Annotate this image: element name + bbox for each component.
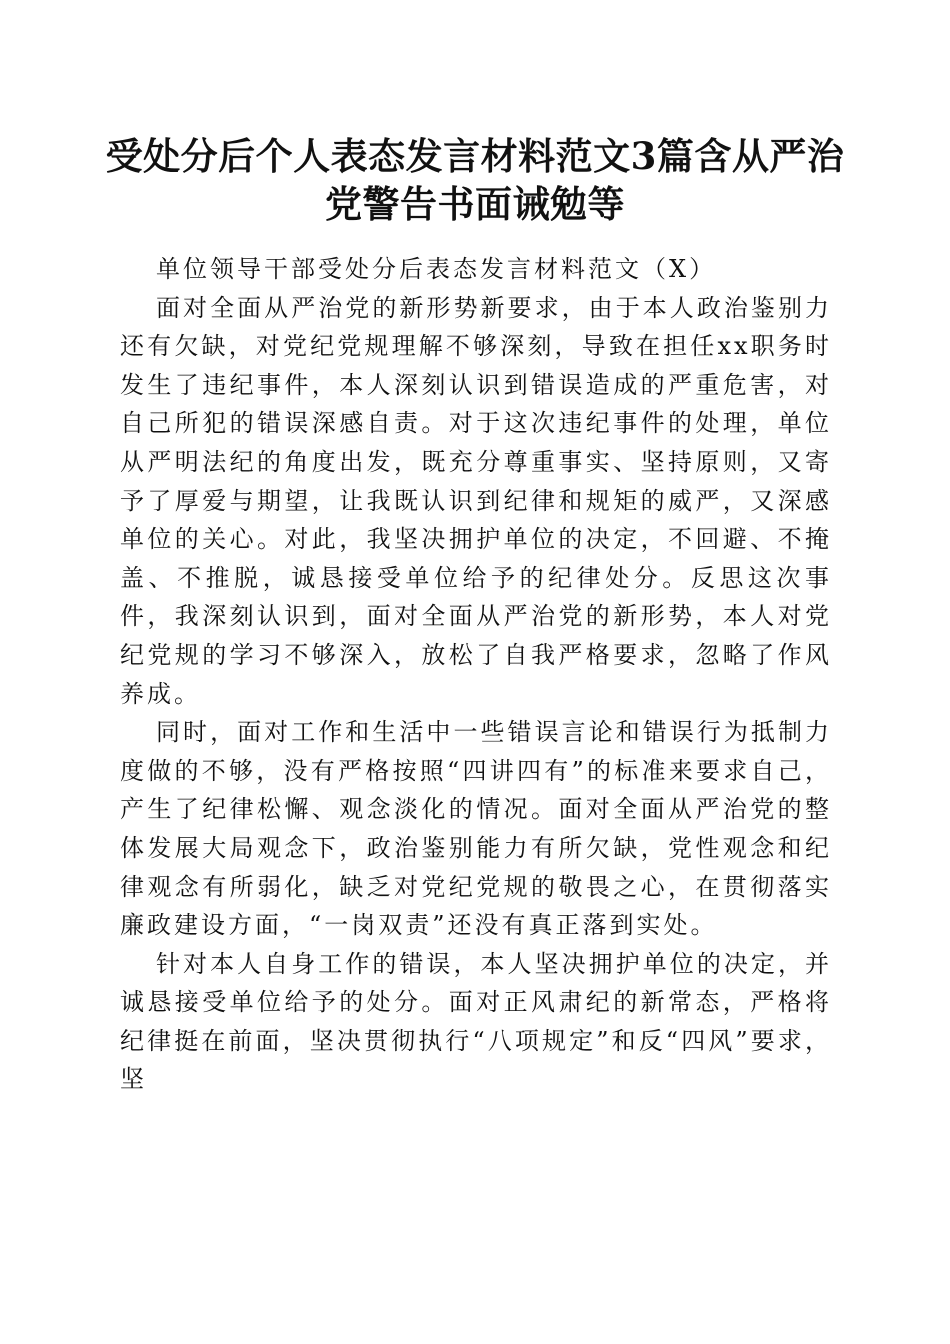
document-body xyxy=(120,250,832,1099)
paragraph-1: 面对全面从严治党的新形势新要求，由于本人政治鉴别力还有欠缺，对党纪党规理解不够深刻，导致在担任xx职务时发生了违纪事件，本人深刻认识到错误造成的严重危害，对自己所犯的错误深感自责。对于这次违纪事件的处理，单位从严明法纪的角度出发，既充分尊重事实、坚持原则，又寄予了厚爱与期望，让我既认识到纪律和规矩的威严，又深感单位的关心。对此，我坚决拥护单位的决定，不回避、不掩盖、不推脱，诚恳接受单位给予的纪律处分。反思这次事件，我深刻认识到，面对全面从严治党的新形势，本人对党纪党规的学习不够深入，放松了自我严格要求，忽略了作风养成。 xyxy=(120,293,832,708)
section-subtitle: 单位领导干部受处分后表态发言材料范文（X） xyxy=(156,255,717,283)
paragraph-2: 同时，面对工作和生活中一些错误言论和错误行为抵制力度做的不够，没有严格按照“四讲四有”的标准来要求自己，产生了纪律松懈、观念淡化的情况。面对全面从严治党的整体发展大局观念下，政治鉴别能力有所欠缺，党性观念和纪律观念有所弱化，缺乏对党纪党规的敬畏之心，在贯彻落实廉政建设方面，“一岗双责”还没有真正落到实处。 xyxy=(120,718,832,940)
title-line-2: 党警告书面诫勉等 xyxy=(325,182,625,226)
document-title xyxy=(100,132,850,228)
paragraph-3: 针对本人自身工作的错误，本人坚决拥护单位的决定，并诚恳接受单位给予的处分。面对正风肃纪的新常态，严格将纪律挺在前面，坚决贯彻执行“八项规定”和反“四风”要求，坚 xyxy=(120,949,832,1094)
title-line-1: 受处分后个人表态发言材料范文3篇含从严治 xyxy=(105,134,845,178)
